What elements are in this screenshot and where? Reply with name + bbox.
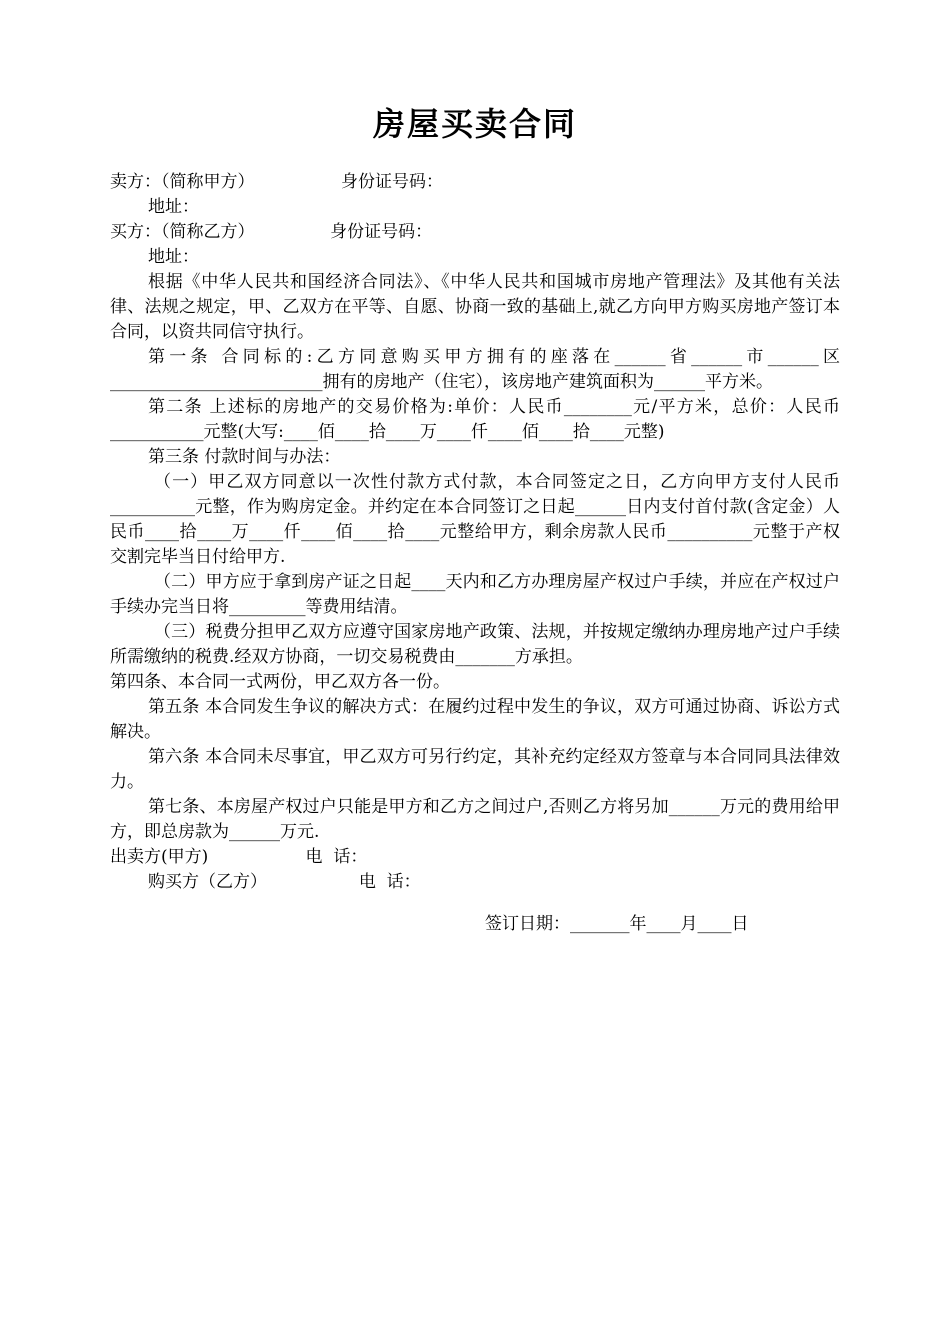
buyer-signature-line: 购买方（乙方） 电 话： [148,872,421,892]
article-5: 第五条 本合同发生争议的解决方式：在履约过程中发生的争议，双方可通过协商、诉讼方式解决。 [110,697,840,742]
seller-signature-line: 出卖方(甲方) 电 话： [110,847,368,867]
preamble: 根据《中华人民共和国经济合同法》、《中华人民共和国城市房地产管理法》及其他有关法律、法规之规定，甲、乙双方在平等、自愿、协商一致的基础上,就乙方向甲方购买房地产签订本合同，以资共同信守执行。 [110,272,840,342]
article-6: 第六条 本合同未尽事宜，甲乙双方可另行约定，其补充约定经双方签章与本合同同具法律效力。 [110,747,840,792]
seller-address: 地址： [148,197,199,217]
article-1: 第一条 合同标的:乙方同意购买甲方拥有的座落在______省______市______区_________________________拥有的房地产（住宅），该房地产建筑面积为______平方米。 [110,347,840,392]
article-4: 第四条、本合同一式两份，甲乙双方各一份。 [110,672,450,692]
buyer-address: 地址： [148,247,199,267]
article-3-clause-3: （三）税费分担甲乙双方应遵守国家房地产政策、法规，并按规定缴纳办理房地产过户手续所需缴纳的税费.经双方协商，一切交易税费由_______方承担。 [110,622,840,667]
page-title: 房屋买卖合同 [372,105,577,143]
signing-date: 签订日期：_______年____月____日 [485,914,749,934]
article-7: 第七条、本房屋产权过户只能是甲方和乙方之间过户,否则乙方将另加______万元的费用给甲方，即总房款为______万元. [110,797,840,842]
article-2: 第二条 上述标的房地产的交易价格为:单价：人民币________元/平方米，总价：人民币___________元整(大写:____佰____拾____万____仟____佰____拾____元整) [110,397,840,442]
article-3-clause-1: （一）甲乙双方同意以一次性付款方式付款，本合同签定之日，乙方向甲方支付人民币__________元整，作为购房定金。并约定在本合同签订之日起______日内支付首付款(含定金）人民币____拾____万____仟____佰____拾____元整给甲方，剩余房款人民币__________元整于产权交割完毕当日付给甲方. [110,472,840,567]
article-3: 第三条 付款时间与办法： [148,447,341,467]
buyer-line: 买方：（简称乙方） 身份证号码： [110,222,433,242]
article-3-clause-2: （二）甲方应于拿到房产证之日起____天内和乙方办理房屋产权过户手续，并应在产权过户手续办完当日将_________等费用结清。 [110,572,840,617]
seller-line: 卖方：（简称甲方） 身份证号码： [110,172,443,192]
